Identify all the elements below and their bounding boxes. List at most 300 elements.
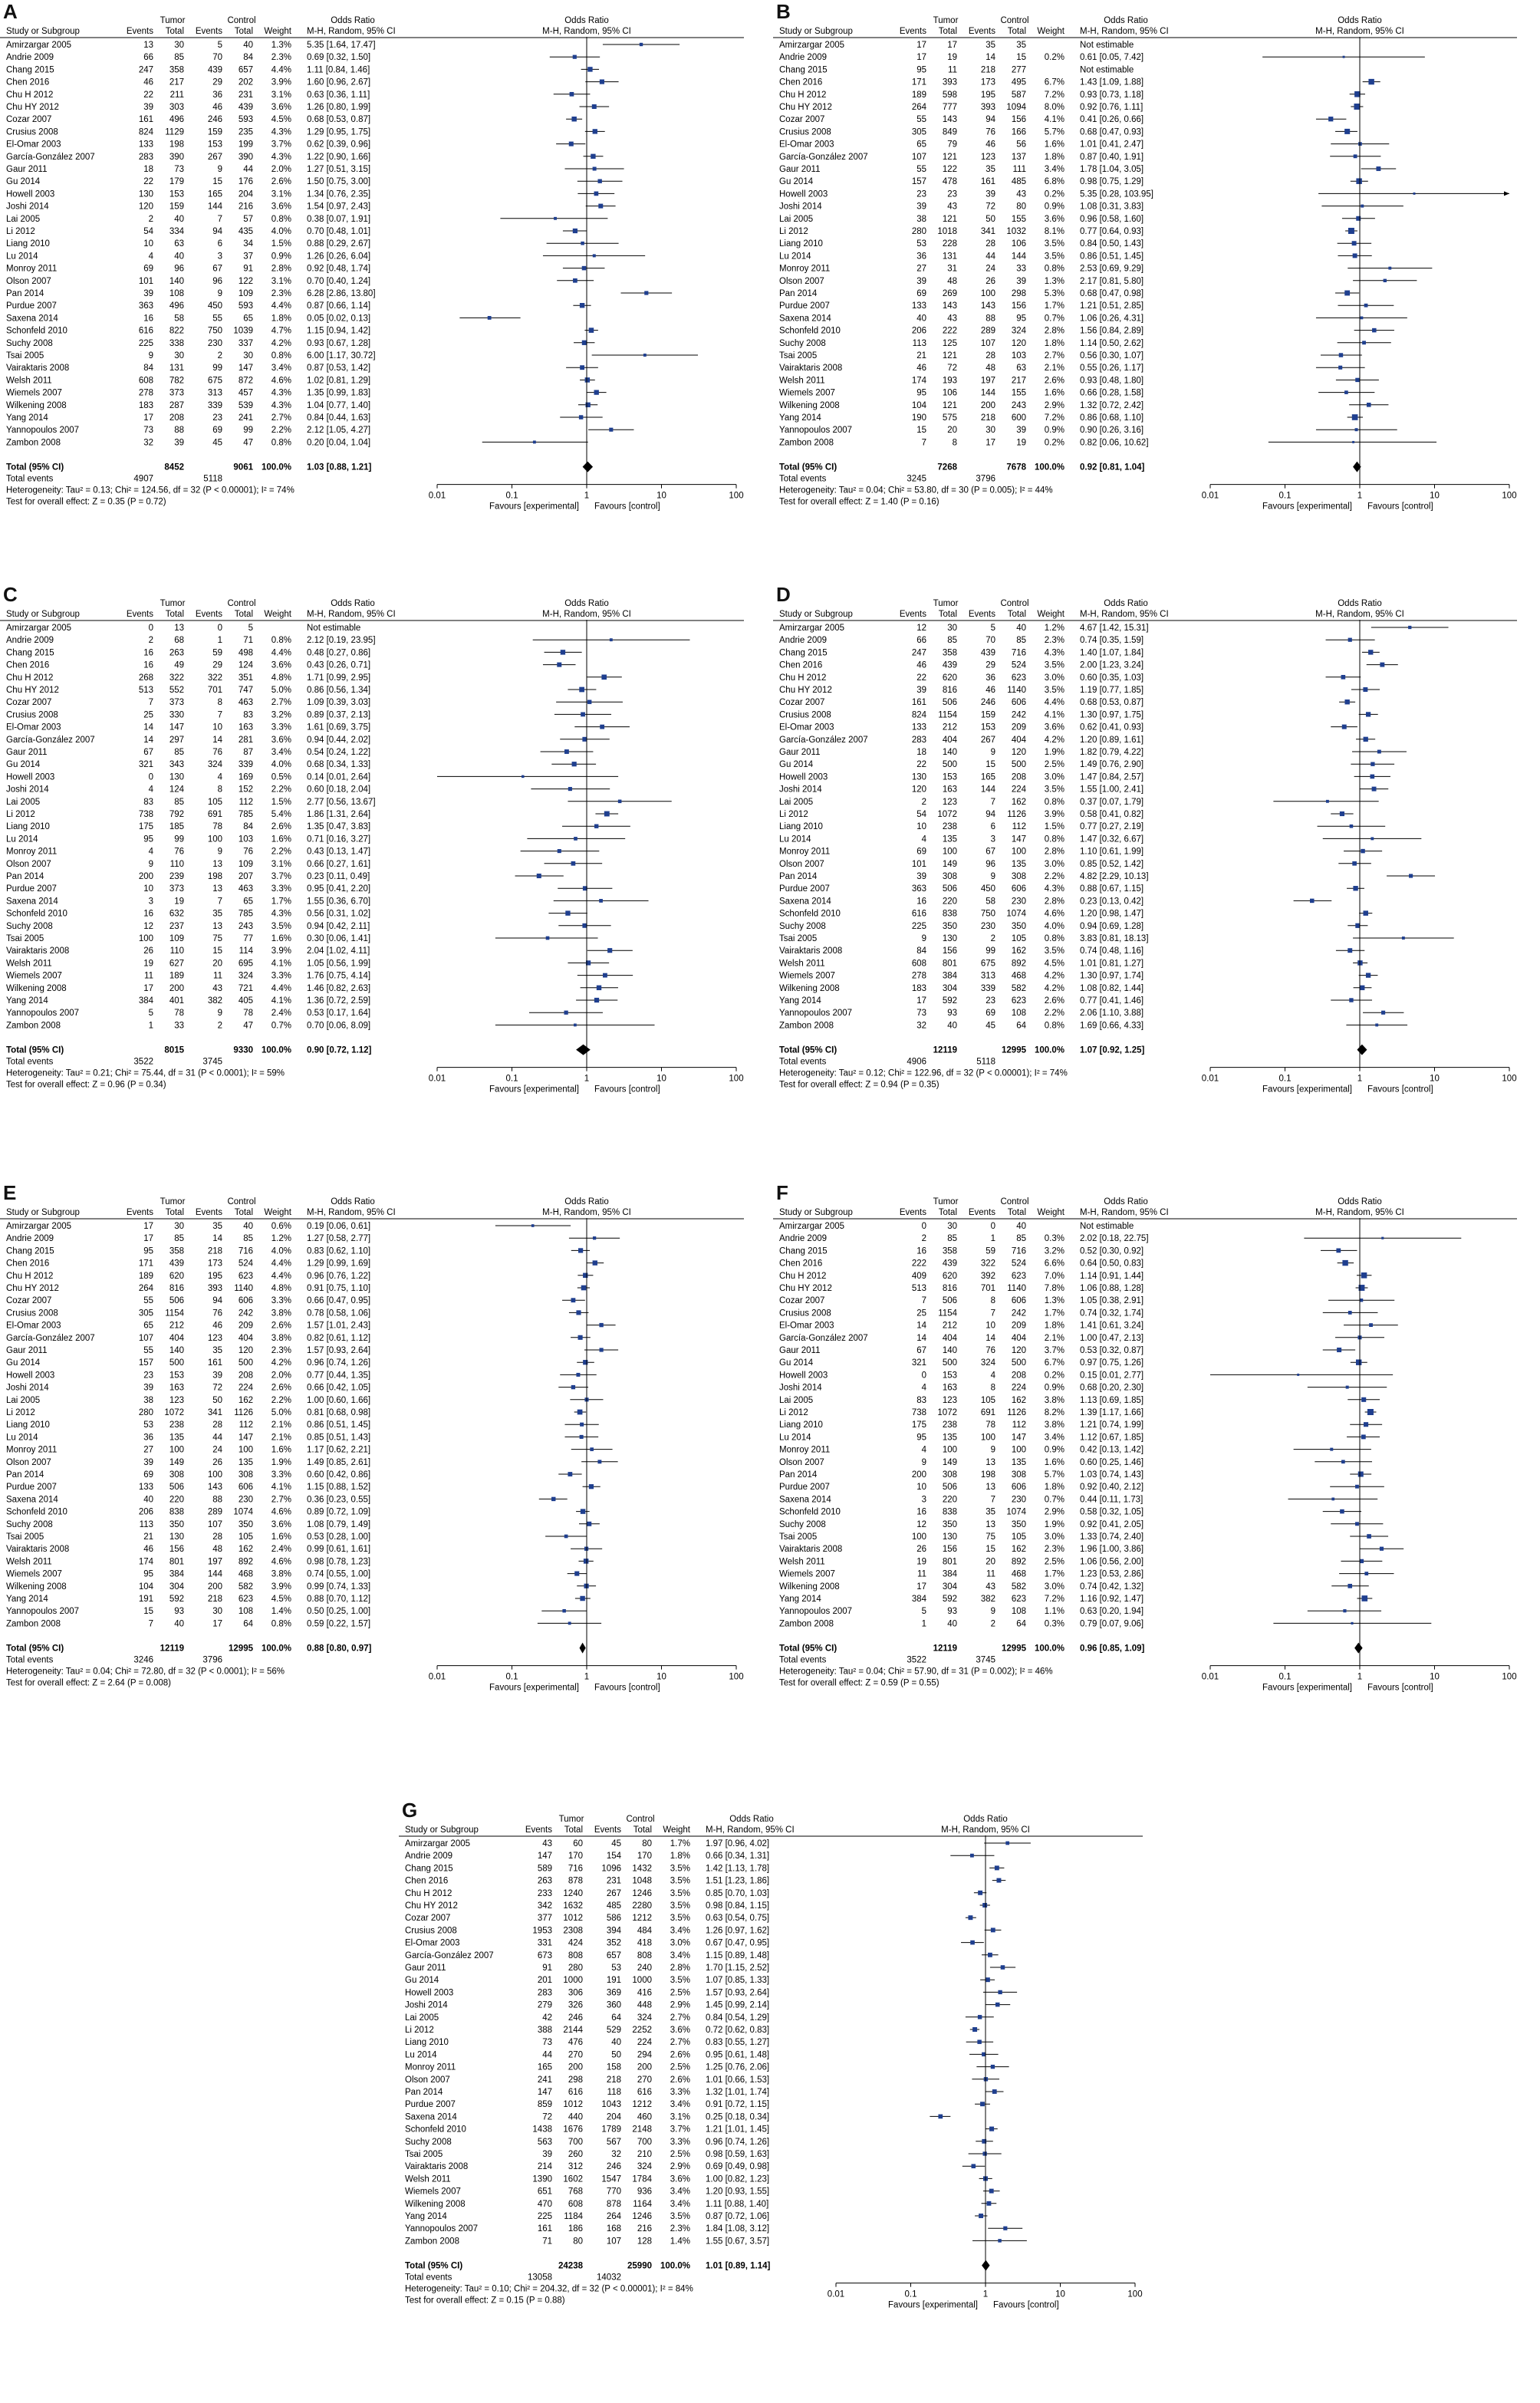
tumor-events: 39 bbox=[916, 202, 926, 212]
tumor-total: 506 bbox=[942, 1296, 957, 1306]
study-point bbox=[1342, 725, 1347, 729]
x-tick-label: 0.1 bbox=[505, 1672, 518, 1682]
control-total: 657 bbox=[238, 65, 253, 75]
tumor-events: 104 bbox=[911, 400, 926, 410]
study-name: Yang 2014 bbox=[405, 2212, 447, 2221]
study-or-ci: 1.08 [0.31, 3.83] bbox=[1080, 202, 1144, 212]
favours-control: Favours [control] bbox=[993, 2300, 1059, 2310]
study-point bbox=[1340, 811, 1344, 816]
tumor-events: 17 bbox=[143, 413, 153, 423]
study-name: Pan 2014 bbox=[779, 872, 818, 881]
study-point bbox=[1364, 1422, 1368, 1427]
study-weight: 4.1% bbox=[271, 959, 291, 969]
header-total-control: Total bbox=[1007, 1208, 1026, 1217]
study-name: Howell 2003 bbox=[779, 189, 828, 199]
study-name: Saxena 2014 bbox=[779, 1495, 831, 1505]
control-total: 243 bbox=[238, 921, 253, 931]
control-events: 24 bbox=[212, 1445, 222, 1455]
control-total: 468 bbox=[1011, 971, 1026, 981]
study-name: Yang 2014 bbox=[779, 1595, 821, 1604]
study-name: Gaur 2011 bbox=[6, 748, 48, 757]
study-point bbox=[580, 303, 584, 308]
tumor-total: 777 bbox=[942, 103, 957, 112]
tumor-total: 88 bbox=[174, 426, 184, 436]
study-name: Wiemels 2007 bbox=[6, 1569, 62, 1579]
tumor-events: 39 bbox=[916, 872, 926, 881]
header-tumor: Tumor bbox=[160, 599, 186, 608]
x-tick-label: 10 bbox=[1430, 1074, 1440, 1084]
tumor-events: 46 bbox=[143, 77, 153, 87]
header-odds-ratio: Odds Ratio bbox=[729, 1815, 774, 1824]
control-total: 105 bbox=[1011, 1532, 1026, 1542]
study-weight: 1.6% bbox=[271, 1445, 291, 1455]
study-point bbox=[1377, 750, 1381, 754]
tumor-events: 616 bbox=[911, 909, 926, 919]
study-name: Li 2012 bbox=[779, 810, 808, 819]
study-weight: 3.0% bbox=[1044, 859, 1065, 869]
study-or-ci: 0.53 [0.17, 1.64] bbox=[307, 1009, 371, 1019]
control-total: 120 bbox=[1011, 338, 1026, 348]
control-events: 9 bbox=[990, 872, 995, 881]
control-events: 143 bbox=[207, 1483, 222, 1493]
tumor-events: 71 bbox=[542, 2237, 552, 2247]
study-point bbox=[1413, 193, 1416, 195]
control-events: 36 bbox=[212, 90, 222, 100]
x-tick-label: 100 bbox=[1127, 2289, 1143, 2299]
study-point bbox=[607, 948, 612, 953]
tumor-total: 304 bbox=[169, 1582, 184, 1592]
control-events: 191 bbox=[606, 1976, 621, 1986]
control-total: 524 bbox=[238, 1259, 253, 1269]
tumor-events: 54 bbox=[143, 227, 153, 236]
study-or-ci: 0.88 [0.67, 1.15] bbox=[1080, 884, 1144, 894]
tumor-total: 163 bbox=[942, 785, 957, 795]
x-tick-label: 0.1 bbox=[904, 2289, 917, 2299]
heterogeneity-text: Heterogeneity: Tau² = 0.04; Chi² = 57.90, df = 31 (P = 0.002); I² = 46% bbox=[779, 1667, 1053, 1677]
tumor-events: 67 bbox=[916, 1346, 926, 1355]
study-name: Suchy 2008 bbox=[6, 921, 53, 931]
tumor-events: 4 bbox=[921, 834, 926, 844]
total-tumor: 12119 bbox=[933, 1644, 957, 1654]
study-point bbox=[643, 354, 647, 357]
study-point bbox=[1361, 849, 1365, 854]
tumor-events: 95 bbox=[916, 388, 926, 398]
study-or-ci: Not estimable bbox=[307, 624, 361, 633]
tumor-total: 506 bbox=[942, 884, 957, 894]
study-or-ci: 1.15 [0.89, 1.48] bbox=[706, 1950, 770, 1960]
study-point bbox=[1356, 1359, 1361, 1364]
control-events: 72 bbox=[212, 1383, 222, 1393]
study-weight: 6.8% bbox=[1044, 177, 1065, 187]
header-odds-ratio-plot: Odds Ratio bbox=[564, 1197, 609, 1206]
study-weight: 3.9% bbox=[1044, 810, 1065, 819]
x-tick-label: 10 bbox=[656, 1672, 666, 1682]
study-weight: 4.8% bbox=[271, 1284, 291, 1293]
control-events: 750 bbox=[207, 326, 222, 336]
control-events: 59 bbox=[212, 648, 222, 658]
favours-control: Favours [control] bbox=[1367, 502, 1433, 512]
study-or-ci: 0.77 [0.64, 0.93] bbox=[1080, 227, 1144, 236]
study-point bbox=[1354, 104, 1360, 110]
control-total: 162 bbox=[1011, 797, 1026, 807]
study-weight: 2.1% bbox=[271, 1433, 291, 1443]
tumor-total: 350 bbox=[169, 1519, 184, 1529]
study-name: Chu HY 2012 bbox=[6, 103, 59, 112]
study-weight: 3.1% bbox=[670, 2112, 690, 2122]
total-tumor: 8452 bbox=[164, 462, 184, 472]
study-point bbox=[537, 874, 541, 878]
tumor-total: 401 bbox=[169, 996, 184, 1006]
study-weight: 0.2% bbox=[1044, 1371, 1065, 1381]
tumor-events: 0 bbox=[921, 1371, 926, 1381]
study-weight: 3.5% bbox=[1044, 946, 1065, 956]
tumor-total: 384 bbox=[942, 971, 957, 981]
tumor-total: 801 bbox=[942, 959, 957, 969]
study-weight: 1.6% bbox=[1044, 388, 1065, 398]
study-or-ci: 0.77 [0.44, 1.35] bbox=[307, 1371, 371, 1381]
study-point bbox=[571, 1385, 575, 1389]
study-weight: 0.5% bbox=[271, 772, 291, 782]
control-events: 230 bbox=[980, 921, 995, 931]
study-or-ci: 0.44 [0.11, 1.73] bbox=[1080, 1495, 1143, 1505]
control-total: 108 bbox=[1011, 1009, 1026, 1019]
study-or-ci: 1.57 [0.93, 2.64] bbox=[706, 1988, 770, 1998]
study-point bbox=[1361, 317, 1364, 320]
control-events: 267 bbox=[980, 735, 995, 745]
control-events: 159 bbox=[980, 710, 995, 720]
study-name: El-Omar 2003 bbox=[405, 1938, 460, 1948]
control-total: 539 bbox=[238, 400, 253, 410]
tumor-total: 238 bbox=[169, 1420, 184, 1430]
tumor-events: 18 bbox=[916, 748, 926, 757]
study-weight: 0.8% bbox=[271, 351, 291, 360]
study-weight: 4.1% bbox=[1044, 710, 1065, 720]
tumor-events: 278 bbox=[911, 971, 926, 981]
tumor-events: 247 bbox=[138, 65, 153, 75]
tumor-total: 260 bbox=[568, 2150, 583, 2159]
control-total: 147 bbox=[238, 1433, 253, 1443]
tumor-total: 849 bbox=[942, 127, 957, 137]
study-or-ci: 0.67 [0.47, 0.95] bbox=[706, 1938, 770, 1948]
study-name: Liang 2010 bbox=[6, 822, 50, 832]
tumor-events: 183 bbox=[911, 983, 926, 993]
overall-effect-text: Test for overall effect: Z = 0.94 (P = 0.35) bbox=[779, 1080, 939, 1090]
control-total: 435 bbox=[238, 227, 253, 236]
study-point bbox=[581, 242, 584, 245]
study-or-ci: 0.56 [0.31, 1.02] bbox=[307, 909, 371, 919]
study-or-ci: 1.40 [1.07, 1.84] bbox=[1080, 648, 1144, 658]
study-weight: 4.4% bbox=[271, 301, 291, 311]
study-name: Chu H 2012 bbox=[6, 1271, 54, 1281]
study-name: Vairaktaris 2008 bbox=[405, 2162, 469, 2172]
control-total: 210 bbox=[637, 2150, 652, 2159]
control-total: 108 bbox=[1011, 1607, 1026, 1617]
study-name: Zambon 2008 bbox=[779, 1619, 834, 1629]
control-events: 161 bbox=[980, 177, 995, 187]
study-or-ci: 1.26 [0.26, 6.04] bbox=[307, 252, 371, 262]
control-events: 44 bbox=[212, 1433, 222, 1443]
control-total: 2252 bbox=[632, 2026, 652, 2035]
study-name: Li 2012 bbox=[6, 1408, 35, 1417]
tumor-total: 122 bbox=[942, 165, 957, 174]
tumor-events: 39 bbox=[143, 103, 153, 112]
header-tumor: Tumor bbox=[160, 1197, 186, 1206]
header-odds-ratio: Odds Ratio bbox=[1104, 16, 1148, 25]
study-name: Saxena 2014 bbox=[6, 314, 58, 324]
x-tick-label: 10 bbox=[1430, 1672, 1440, 1682]
study-point bbox=[1375, 1023, 1378, 1026]
study-point bbox=[977, 2039, 981, 2043]
control-total: 47 bbox=[243, 1021, 253, 1031]
study-weight: 3.3% bbox=[670, 2088, 690, 2097]
control-events: 4 bbox=[217, 772, 222, 782]
tumor-events: 0 bbox=[921, 1222, 926, 1231]
tumor-events: 305 bbox=[138, 1308, 153, 1318]
study-or-ci: 0.84 [0.44, 1.63] bbox=[307, 413, 371, 423]
tumor-events: 824 bbox=[138, 127, 153, 137]
tumor-events: 19 bbox=[143, 959, 153, 969]
control-events: 144 bbox=[207, 1569, 222, 1579]
control-total: 106 bbox=[1011, 239, 1026, 249]
study-or-ci: 0.77 [0.41, 1.46] bbox=[1080, 996, 1144, 1006]
study-weight: 3.5% bbox=[1044, 785, 1065, 795]
study-name: Li 2012 bbox=[6, 227, 35, 236]
control-events: 96 bbox=[986, 859, 995, 869]
tumor-total: 147 bbox=[169, 723, 184, 732]
tumor-events: 39 bbox=[143, 1383, 153, 1393]
total-events-tumor: 3245 bbox=[907, 474, 926, 484]
study-name: Vairaktaris 2008 bbox=[779, 946, 843, 956]
x-tick-label: 10 bbox=[1430, 491, 1440, 501]
control-events: 14 bbox=[212, 1234, 222, 1244]
tumor-events: 11 bbox=[917, 1569, 926, 1579]
tumor-events: 120 bbox=[911, 785, 926, 795]
study-or-ci: 1.25 [0.76, 2.06] bbox=[706, 2062, 770, 2072]
total-label: Total (95% CI) bbox=[779, 1045, 837, 1055]
study-name: Wilkening 2008 bbox=[779, 983, 840, 993]
control-events: 69 bbox=[212, 426, 222, 436]
study-or-ci: 0.94 [0.42, 2.11] bbox=[307, 921, 370, 931]
control-events: 100 bbox=[207, 1470, 222, 1480]
study-point bbox=[594, 390, 599, 394]
control-total: 606 bbox=[1011, 1296, 1026, 1306]
control-events: 4 bbox=[990, 1371, 995, 1381]
study-point bbox=[582, 923, 587, 928]
study-weight: 1.7% bbox=[1044, 301, 1065, 311]
control-total: 35 bbox=[1016, 41, 1026, 50]
control-events: 7 bbox=[990, 797, 995, 807]
control-total: 484 bbox=[637, 1926, 652, 1936]
control-total: 1246 bbox=[632, 2212, 652, 2221]
tumor-total: 716 bbox=[568, 1864, 583, 1874]
total-events-label: Total events bbox=[6, 1655, 54, 1665]
study-name: Chang 2015 bbox=[6, 1246, 54, 1256]
study-weight: 2.5% bbox=[670, 2062, 690, 2072]
study-or-ci: 0.14 [0.01, 2.64] bbox=[307, 772, 371, 782]
header-total-tumor: Total bbox=[564, 1825, 583, 1835]
control-total: 500 bbox=[1011, 1358, 1026, 1368]
control-total: 623 bbox=[238, 1595, 253, 1604]
tumor-events: 40 bbox=[916, 314, 926, 324]
overall-effect-text: Test for overall effect: Z = 0.59 (P = 0.55) bbox=[779, 1678, 939, 1688]
study-or-ci: 0.87 [0.53, 1.42] bbox=[307, 364, 371, 374]
study-or-ci: 1.07 [0.85, 1.33] bbox=[706, 1976, 770, 1986]
tumor-total: 140 bbox=[942, 748, 957, 757]
control-total: 242 bbox=[1011, 710, 1026, 720]
tumor-events: 73 bbox=[916, 1009, 926, 1019]
tumor-events: 104 bbox=[138, 1582, 153, 1592]
control-total: 593 bbox=[238, 301, 253, 311]
tumor-events: 22 bbox=[916, 760, 926, 770]
study-or-ci: 1.55 [1.00, 2.41] bbox=[1080, 785, 1144, 795]
study-name: Tsai 2005 bbox=[6, 934, 44, 943]
study-point bbox=[618, 800, 622, 804]
study-weight: 1.2% bbox=[1044, 624, 1065, 633]
control-total: 144 bbox=[1011, 252, 1026, 262]
tumor-events: 18 bbox=[143, 165, 153, 174]
study-or-ci: Not estimable bbox=[1080, 1222, 1134, 1231]
study-point bbox=[991, 1927, 995, 1932]
tumor-total: 350 bbox=[942, 921, 957, 931]
control-events: 195 bbox=[207, 1271, 222, 1281]
control-total: 39 bbox=[1016, 276, 1026, 286]
tumor-total: 39 bbox=[174, 438, 184, 448]
control-events: 143 bbox=[980, 301, 995, 311]
control-total: 308 bbox=[1011, 872, 1026, 881]
forest-panel-c bbox=[0, 583, 752, 1135]
study-name: Li 2012 bbox=[405, 2026, 434, 2035]
study-point bbox=[592, 104, 597, 109]
tumor-events: 16 bbox=[143, 909, 153, 919]
study-or-ci: 0.94 [0.69, 1.28] bbox=[1080, 921, 1144, 931]
control-events: 35 bbox=[986, 165, 995, 174]
study-or-ci: 1.34 [0.76, 2.35] bbox=[307, 189, 371, 199]
study-weight: 3.6% bbox=[271, 1519, 291, 1529]
tumor-total: 85 bbox=[174, 53, 184, 63]
study-weight: 7.2% bbox=[1044, 90, 1065, 100]
study-name: Yannopoulos 2007 bbox=[779, 1009, 853, 1019]
study-name: Wilkening 2008 bbox=[779, 400, 840, 410]
header-control: Control bbox=[227, 1197, 256, 1206]
control-events: 75 bbox=[212, 934, 222, 943]
study-or-ci: 1.13 [0.69, 1.85] bbox=[1080, 1395, 1144, 1405]
study-name: Amirzargar 2005 bbox=[6, 624, 72, 633]
study-or-ci: 0.68 [0.20, 2.30] bbox=[1080, 1383, 1144, 1393]
study-name: Tsai 2005 bbox=[779, 934, 818, 943]
study-point bbox=[580, 1596, 584, 1601]
control-total: 1032 bbox=[1006, 227, 1026, 236]
study-weight: 3.4% bbox=[670, 2100, 690, 2110]
tumor-total: 358 bbox=[169, 1246, 184, 1256]
study-or-ci: 1.60 [0.96, 2.67] bbox=[307, 77, 371, 87]
study-point bbox=[982, 2151, 986, 2155]
study-or-ci: 0.55 [0.26, 1.17] bbox=[1080, 364, 1144, 374]
study-name: Gaur 2011 bbox=[405, 1964, 446, 1973]
study-name: Welsh 2011 bbox=[405, 2174, 451, 2184]
tumor-events: 39 bbox=[916, 686, 926, 695]
study-or-ci: 2.06 [1.10, 3.88] bbox=[1080, 1009, 1144, 1019]
study-or-ci: 0.58 [0.41, 0.82] bbox=[1080, 810, 1144, 819]
header-events-control: Events bbox=[968, 27, 995, 36]
study-point bbox=[590, 1447, 594, 1451]
study-or-ci: 1.42 [1.13, 1.78] bbox=[706, 1864, 770, 1874]
study-name: Howell 2003 bbox=[405, 1988, 454, 1998]
study-or-ci: 0.23 [0.11, 0.49] bbox=[307, 872, 370, 881]
study-name: Gaur 2011 bbox=[779, 748, 821, 757]
control-total: 1074 bbox=[233, 1507, 253, 1517]
tumor-events: 14 bbox=[143, 723, 153, 732]
tumor-total: 79 bbox=[947, 140, 957, 150]
tumor-events: 4 bbox=[148, 785, 153, 795]
study-point bbox=[1310, 899, 1315, 904]
tumor-events: 264 bbox=[138, 1284, 153, 1293]
total-label: Total (95% CI) bbox=[779, 1644, 837, 1654]
study-point bbox=[1364, 737, 1368, 742]
study-point bbox=[589, 328, 594, 333]
study-weight: 1.4% bbox=[670, 2237, 690, 2247]
study-or-ci: 0.79 [0.07, 9.06] bbox=[1080, 1619, 1144, 1629]
tumor-total: 220 bbox=[942, 897, 957, 907]
total-events-label: Total events bbox=[779, 1057, 827, 1067]
study-name: Suchy 2008 bbox=[779, 1519, 826, 1529]
tumor-total: 200 bbox=[169, 983, 184, 993]
tumor-total: 238 bbox=[942, 822, 957, 832]
tumor-events: 107 bbox=[138, 1333, 153, 1343]
control-total: 162 bbox=[1011, 946, 1026, 956]
study-name: Li 2012 bbox=[779, 1408, 808, 1417]
control-total: 241 bbox=[238, 413, 253, 423]
study-name: Chu HY 2012 bbox=[6, 1284, 59, 1293]
panel-label: E bbox=[3, 1181, 17, 1204]
study-weight: 3.2% bbox=[271, 710, 291, 720]
control-events: 878 bbox=[606, 2199, 621, 2209]
study-name: Olson 2007 bbox=[6, 1457, 51, 1467]
study-name: Joshi 2014 bbox=[6, 785, 49, 795]
control-events: 393 bbox=[980, 103, 995, 112]
study-weight: 0.2% bbox=[1044, 189, 1065, 199]
study-point bbox=[593, 1260, 597, 1265]
control-events: 369 bbox=[606, 1988, 621, 1998]
tumor-total: 212 bbox=[942, 1321, 957, 1331]
tumor-events: 39 bbox=[143, 1457, 153, 1467]
header-odds-ratio: Odds Ratio bbox=[331, 16, 375, 25]
study-weight: 2.2% bbox=[271, 785, 291, 795]
study-name: Monroy 2011 bbox=[779, 264, 831, 274]
control-events: 59 bbox=[986, 1246, 995, 1256]
study-weight: 4.4% bbox=[1044, 698, 1065, 708]
tumor-events: 3 bbox=[148, 897, 153, 907]
tumor-events: 283 bbox=[911, 735, 926, 745]
control-total: 64 bbox=[1016, 1021, 1026, 1031]
control-events: 341 bbox=[207, 1408, 222, 1417]
study-name: Zambon 2008 bbox=[405, 2237, 459, 2247]
study-or-ci: 0.66 [0.34, 1.31] bbox=[706, 1852, 770, 1862]
study-weight: 1.6% bbox=[1044, 1457, 1065, 1467]
study-or-ci: 2.12 [0.19, 23.95] bbox=[307, 636, 376, 646]
header-total-tumor: Total bbox=[165, 1208, 184, 1217]
study-or-ci: 0.89 [0.72, 1.09] bbox=[307, 1507, 371, 1517]
tumor-total: 506 bbox=[169, 1483, 184, 1493]
study-point bbox=[1360, 986, 1364, 990]
study-name: Chu H 2012 bbox=[6, 673, 54, 683]
study-or-ci: 1.06 [0.26, 4.31] bbox=[1080, 314, 1144, 324]
control-events: 94 bbox=[986, 810, 995, 819]
control-events: 313 bbox=[980, 971, 995, 981]
tumor-total: 149 bbox=[169, 1457, 184, 1467]
study-weight: 3.6% bbox=[1044, 723, 1065, 732]
tumor-events: 17 bbox=[143, 1234, 153, 1244]
tumor-events: 190 bbox=[911, 413, 926, 423]
